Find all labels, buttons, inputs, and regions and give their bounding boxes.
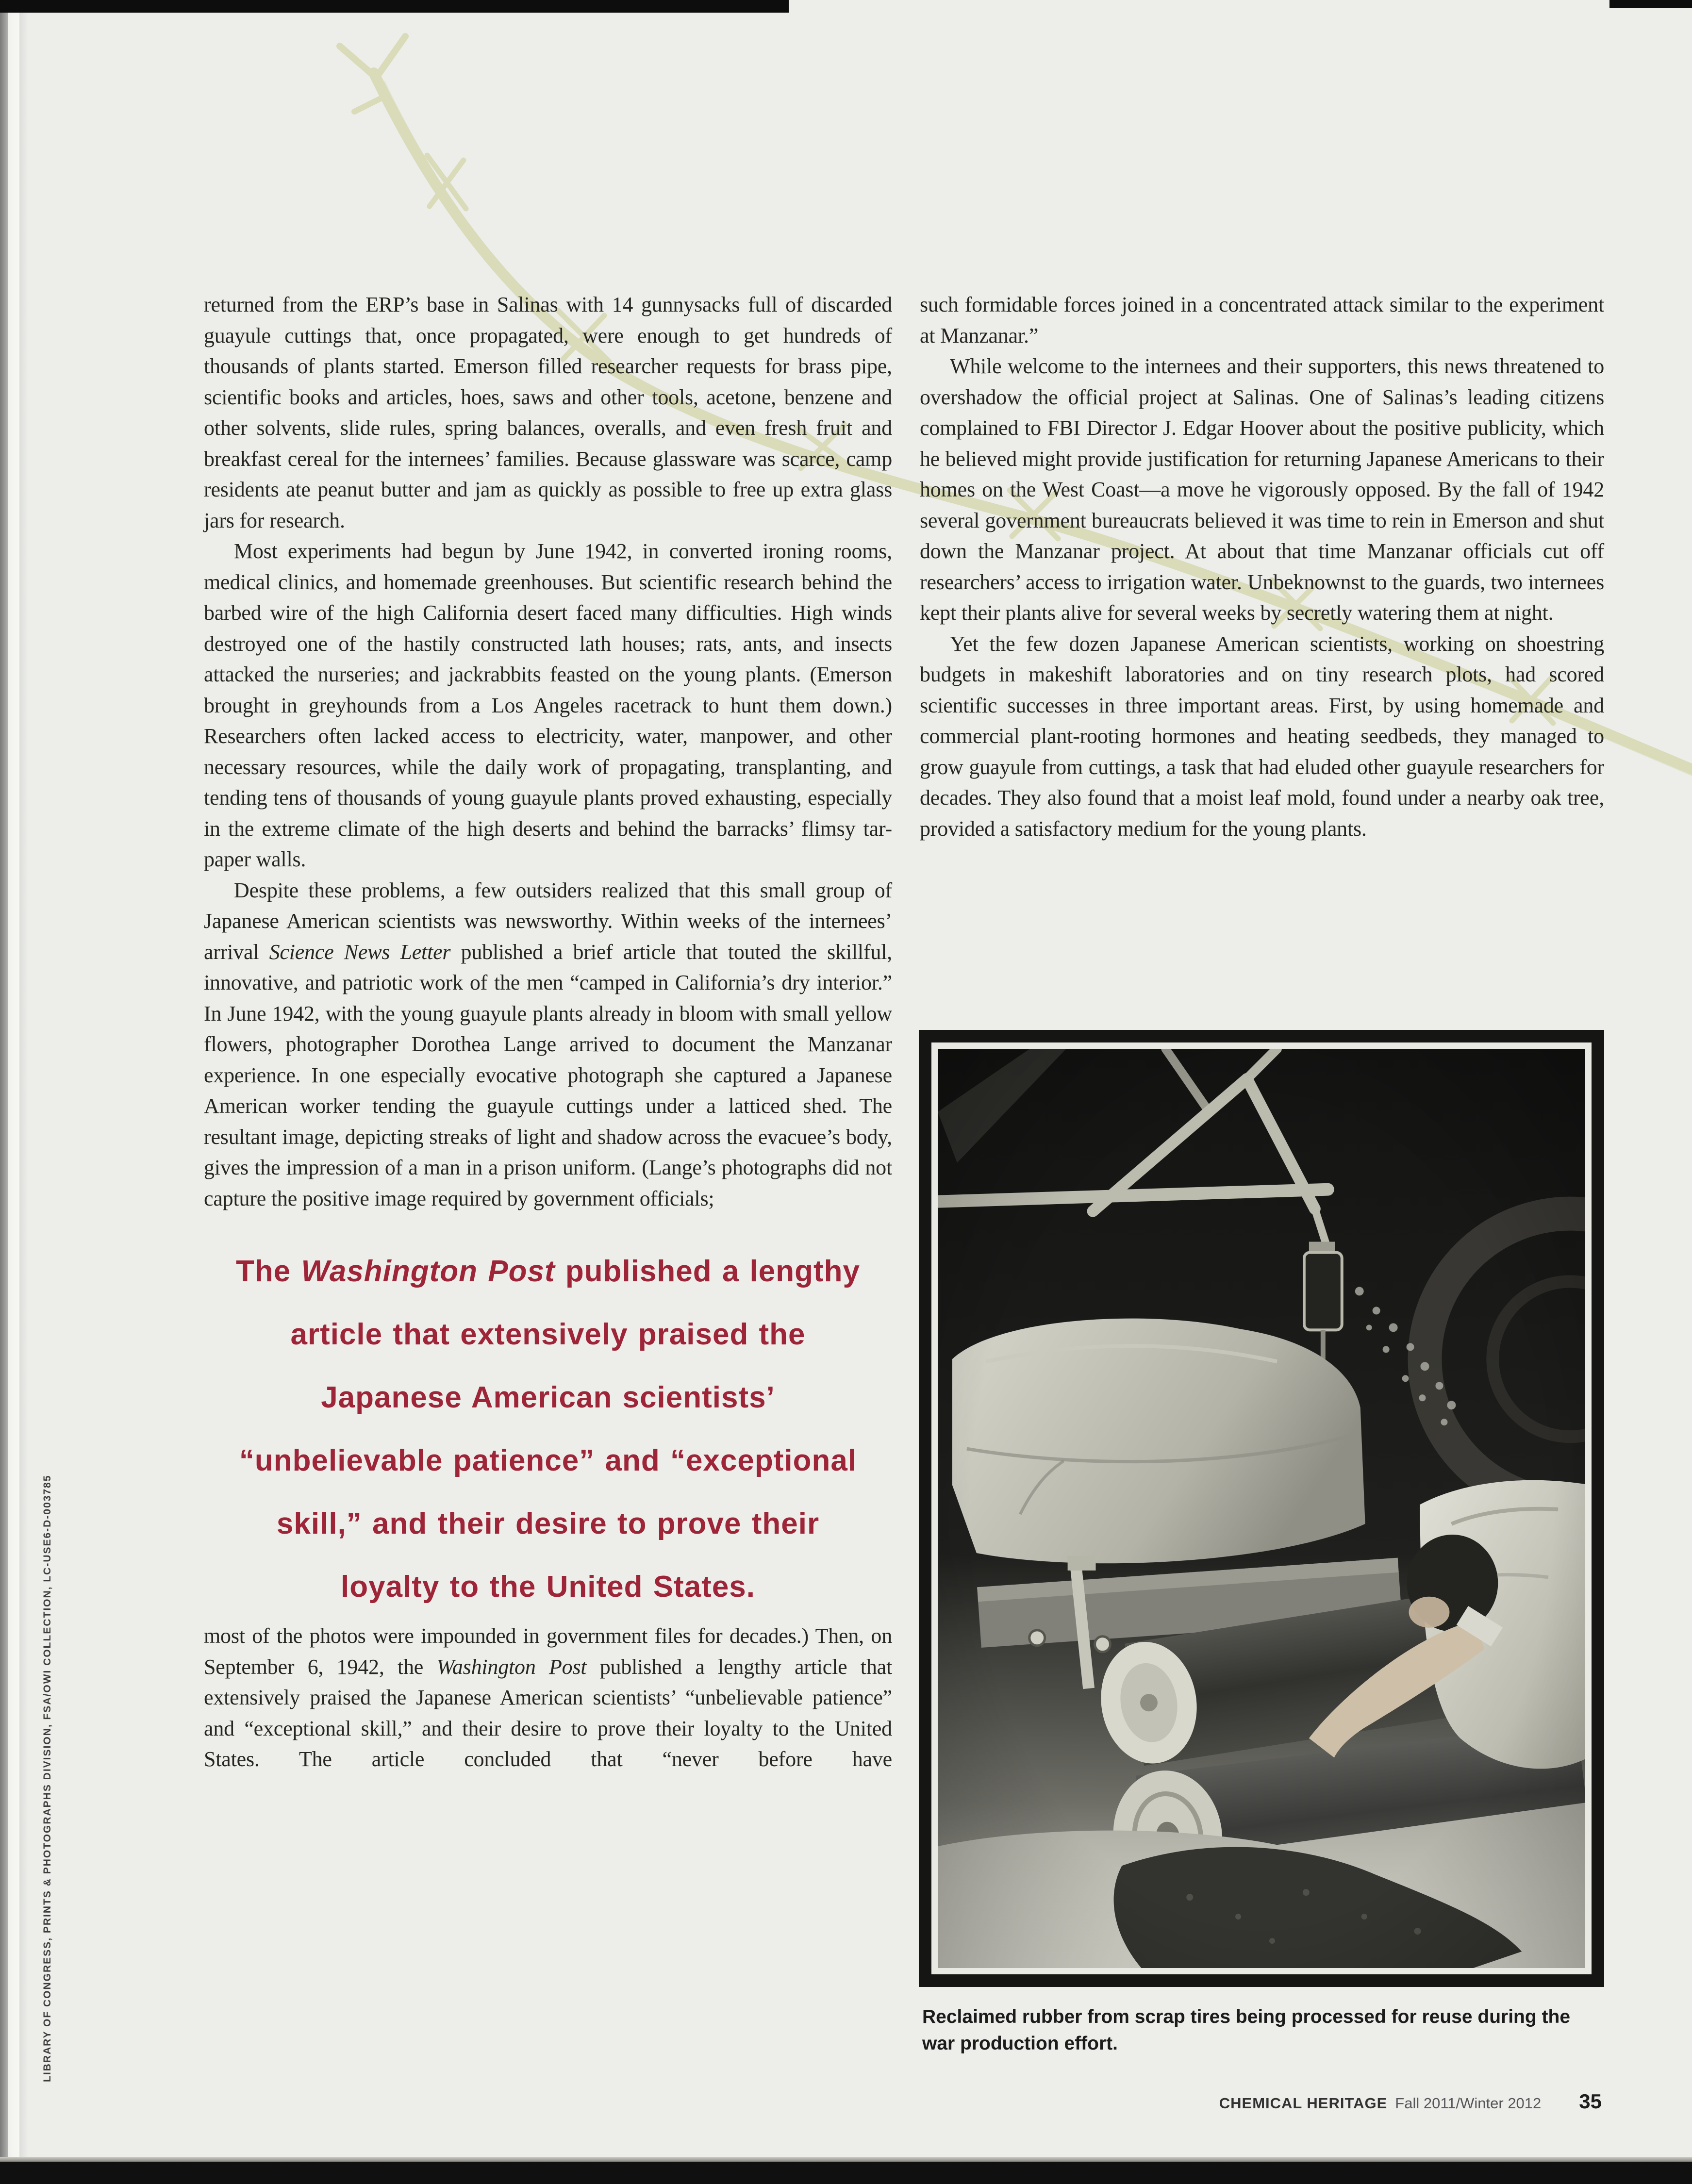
bottom-scan-band [0, 2162, 1692, 2184]
photo-illustration [938, 1049, 1585, 1968]
paragraph: Yet the few dozen Japanese American scientists, working on shoestring budgets in makeshift laboratories and on tiny research plots, had scored scientific successes in three important areas. First, by using homemade and commercial plant-rooting hormones and heating seedbeds, they managed to grow guayule from cuttings, a task that had eluded other guayule researchers for decades. They also found that a moist leaf mold, found under a nearby oak tree, provided a satisfactory medium for the young plants. [920, 631, 1604, 841]
page-footer [1219, 2090, 1602, 2113]
paragraph: Most experiments had begun by June 1942, in converted ironing rooms, medical clinics, and homemade greenhouses. But scientific research behind the barbed wire of the high California desert faced many difficulties. High winds destroyed one of the hastily constructed lath houses; rats, ants, and insects attacked the nurseries; and jackrabbits feasted on the young plants. (Emerson brought in greyhounds from a Los Angeles racetrack to hunt them down.) Researchers often lacked access to electricity, water, manpower, and other necessary resources, while the daily work of propagating, transplanting, and tending tens of thousands of young guayule plants proved exhausting, especially in the extreme climate of the high deserts and behind the barracks’ flimsy tar-paper walls. [204, 539, 892, 871]
paragraph: While welcome to the internees and their supporters, this news threatened to overshadow the official project at Salinas. One of Salinas’s leading citizens complained to FBI Director J. Edgar Hoover about the positive publicity, which he believed might provide justification for returning Japanese Americans to their homes on the West Coast—a move he vigorously opposed. By the fall of 1942 several government bureaucrats believed it was time to rein in Emerson and shut down the Manzanar project. At about that time Manzanar officials cut off researchers’ access to irrigation water. Unbeknownst to the guards, two internees kept their plants alive for several weeks by secretly watering them at night. [920, 354, 1604, 625]
top-scan-band [0, 0, 789, 13]
photo-credit-line: LIBRARY OF CONGRESS, PRINTS & PHOTOGRAPHS DIVISION, FSA/OWI COLLECTION, LC-USE6-D-003785 [42, 1474, 53, 2082]
page-edge-highlight [8, 10, 19, 2160]
pull-quote: The Washington Post published a lengthy article that extensively praised the Japanese American scientists’ “unbelievable patience” and “exceptional skill,” and their desire to prove their loyalty to the United States. [235, 1255, 861, 1604]
paragraph: most of the photos were impounded in government files for decades.) Then, on September 6, 1942, the Washington Post published a lengthy article that extensively praised the Japanese American scientists’ “unbelievable patience” and “exceptional skill,” and their desire to prove their loyalty to the United States. The article concluded that “never before have [204, 1624, 892, 1771]
paragraph: such formidable forces joined in a concentrated attack similar to the experiment at Manzanar.” [920, 293, 1604, 347]
bottom-page-edge [0, 2157, 1692, 2162]
journal-name: CHEMICAL HERITAGE [1219, 2095, 1388, 2112]
page-number: 35 [1579, 2090, 1602, 2113]
paragraph: Despite these problems, a few outsiders realized that this small group of Japanese American scientists was newsworthy. Within weeks of the internees’ arrival Science News Letter published a brief article that touted the skillful, innovative, and patriotic work of the men “camped in California’s dry interior.” In June 1942, with the young guayule plants already in bloom with small yellow flowers, photographer Dorothea Lange arrived to document the Manzanar experience. In one especially evocative photograph she captured a Japanese American worker tending the guayule cuttings under a latticed shed. The resultant image, depicting streaks of light and shadow across the evacuee’s body, gives the impression of a man in a prison uniform. (Lange’s photographs did not capture the positive image required by government officials; [204, 878, 892, 1210]
photo-frame [919, 1030, 1604, 1987]
left-column [204, 289, 892, 1775]
top-scan-corner [1609, 0, 1692, 8]
photo-caption: Reclaimed rubber from scrap tires being processed for reuse during the war production effort. [922, 2006, 1571, 2054]
issue-date: Fall 2011/Winter 2012 [1395, 2095, 1542, 2112]
paragraph: returned from the ERP’s base in Salinas with 14 gunnysacks full of discarded guayule cuttings that, once propagated, were enough to get hundreds of thousands of plants started. Emerson filled researcher requests for brass pipe, scientific books and articles, hoes, saws and other tools, acetone, benzene and other solvents, slide rules, spring balances, overalls, and even fresh fruit and breakfast cereal for the internees’ families. Because glassware was scarce, camp residents ate peanut butter and jam as quickly as possible to free up extra glass jars for research. [204, 293, 892, 532]
right-column [920, 289, 1604, 844]
